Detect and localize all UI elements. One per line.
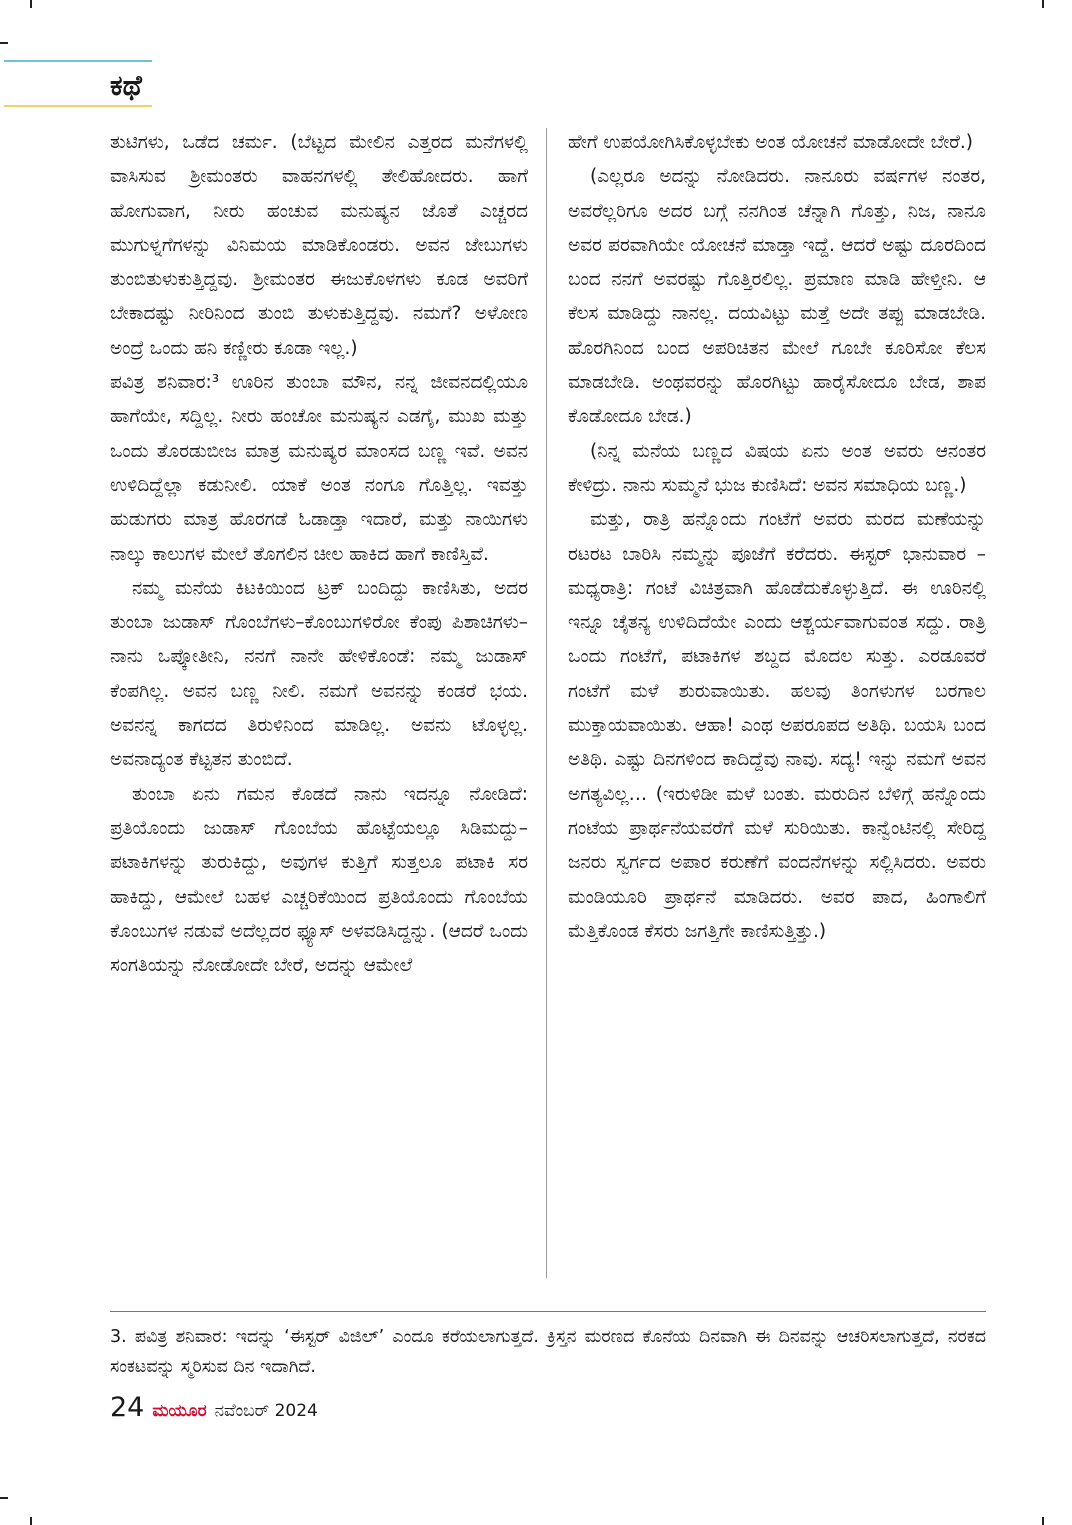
left-column	[110, 126, 528, 983]
section-title: ಕಥೆ	[110, 69, 142, 102]
column-divider	[546, 128, 547, 1278]
paragraph: ಪವಿತ್ರ ಶನಿವಾರ:³ ಊರಿನ ತುಂಬಾ ಮೌನ, ನನ್ನ ಜೀವನದಲ್ಲಿಯೂ ಹಾಗೆಯೇ, ಸದ್ದಿಲ್ಲ. ನೀರು ಹಂಚೋ ಮನುಷ್ಯನ ಎಡಗೈ, ಮುಖ ಮತ್ತು ಒಂದು ತೊರಡುಬೀಜ ಮಾತ್ರ ಮನುಷ್ಯರ ಮಾಂಸದ ಬಣ್ಣ ಇವೆ. ಅವನ ಉಳಿದಿದ್ದೆಲ್ಲಾ ಕಡುನೀಲಿ. ಯಾಕೆ ಅಂತ ನಂಗೂ ಗೊತ್ತಿಲ್ಲ. ಇವತ್ತು ಹುಡುಗರು ಮಾತ್ರ ಹೊರಗಡೆ ಓಡಾಡ್ತಾ ಇದಾರೆ, ಮತ್ತು ನಾಯಿಗಳು ನಾಲ್ಕು ಕಾಲುಗಳ ಮೇಲೆ ತೊಗಲಿನ ಚೀಲ ಹಾಕಿದ ಹಾಗೆ ಕಾಣಿಸ್ತಿವೆ.	[110, 372, 528, 565]
footnote-rule	[110, 1311, 986, 1312]
magazine-logo: ಮಯೂರ	[152, 1401, 207, 1421]
crop-mark	[1042, 1517, 1044, 1525]
paragraph: ಮತ್ತು, ರಾತ್ರಿ ಹನ್ನೊಂದು ಗಂಟೆಗೆ ಅವರು ಮರದ ಮಣೆಯನ್ನು ರಟರಟ ಬಾರಿಸಿ ನಮ್ಮನ್ನು ಪೂಜೆಗೆ ಕರೆದರು. ಈಸ್ಟರ್ ಭಾನುವಾರ – ಮಧ್ಯರಾತ್ರಿ: ಗಂಟೆ ವಿಚಿತ್ರವಾಗಿ ಹೊಡೆದುಕೊಳ್ಳುತ್ತಿದೆ. ಈ ಊರಿನಲ್ಲಿ ಇನ್ನೂ ಚೈತನ್ಯ ಉಳಿದಿದೆಯೇ ಎಂದು ಆಶ್ಚರ್ಯವಾಗುವಂತ ಸದ್ದು. ರಾತ್ರಿ ಒಂದು ಗಂಟೆಗೆ, ಪಟಾಕಿಗಳ ಶಬ್ದದ ಮೊದಲ ಸುತ್ತು. ಎರಡೂವರೆ ಗಂಟೆಗೆ ಮಳೆ ಶುರುವಾಯಿತು. ಹಲವು ತಿಂಗಳುಗಳ ಬರಗಾಲ ಮುಕ್ತಾಯವಾಯಿತು. ಆಹಾ! ಎಂಥ ಅಪರೂಪದ ಅತಿಥಿ. ಬಯಸಿ ಬಂದ ಅತಿಥಿ. ಎಷ್ಟು ದಿನಗಳಿಂದ ಕಾದಿದ್ದೆವು ನಾವು. ಸದ್ಯ! ಇನ್ನು ನಮಗೆ ಅವನ ಅಗತ್ಯವಿಲ್ಲ… (ಇರುಳಿಡೀ ಮಳೆ ಬಂತು. ಮರುದಿನ ಬೆಳಿಗ್ಗೆ ಹನ್ನೊಂದು ಗಂಟೆಯ ಪ್ರಾರ್ಥನೆಯವರೆಗೆ ಮಳೆ ಸುರಿಯಿತು. ಕಾನ್ವೆಂಟಿನಲ್ಲಿ ಸೇರಿದ್ದ ಜನರು ಸ್ವರ್ಗದ ಅಪಾರ ಕರುಣೆಗೆ ವಂದನೆಗಳನ್ನು ಸಲ್ಲಿಸಿದರು. ಅವರು ಮಂಡಿಯೂರಿ ಪ್ರಾರ್ಥನೆ ಮಾಡಿದರು. ಅವರ ಪಾದ, ಹಿಂಗಾಲಿಗೆ ಮೆತ್ತಿಕೊಂಡ ಕೆಸರು ಜಗತ್ತಿಗೇ ಕಾಣಿಸುತ್ತಿತ್ತು.)	[568, 509, 986, 942]
crop-mark	[1042, 0, 1044, 8]
right-column	[568, 126, 986, 949]
paragraph: ಹೇಗೆ ಉಪಯೋಗಿಸಿಕೊಳ್ಳಬೇಕು ಅಂತ ಯೋಚನೆ ಮಾಡೋದೇ ಬೇರೆ.)	[568, 132, 973, 153]
crop-mark	[30, 0, 32, 8]
paragraph: (ನಿನ್ನ ಮನೆಯ ಬಣ್ಣದ ವಿಷಯ ಏನು ಅಂತ ಅವರು ಆನಂತರ ಕೇಳಿದ್ರು. ನಾನು ಸುಮ್ಮನೆ ಭುಜ ಕುಣಿಸಿದೆ: ಅವನ ಸಮಾಧಿಯ ಬಣ್ಣ.)	[568, 440, 986, 496]
crop-mark	[30, 1517, 32, 1525]
crop-mark	[0, 42, 8, 44]
page-number: 24	[110, 1392, 145, 1423]
paragraph: ತುಟಿಗಳು, ಒಡೆದ ಚರ್ಮ. (ಬೆಟ್ಟದ ಮೇಲಿನ ಎತ್ತರದ ಮನೆಗಳಲ್ಲಿ ವಾಸಿಸುವ ಶ್ರೀಮಂತರು ವಾಹನಗಳಲ್ಲಿ ತೇಲಿಹೋದರು. ಹಾಗೆ ಹೋಗುವಾಗ, ನೀರು ಹಂಚುವ ಮನುಷ್ಯನ ಜೊತೆ ಎಚ್ಚರದ ಮುಗುಳ್ನಗೆಗಳನ್ನು ವಿನಿಮಯ ಮಾಡಿಕೊಂಡರು. ಅವನ ಜೇಬುಗಳು ತುಂಬಿತುಳುಕುತ್ತಿದ್ದವು. ಶ್ರೀಮಂತರ ಈಜುಕೊಳಗಳು ಕೂಡ ಅವರಿಗೆ ಬೇಕಾದಷ್ಟು ನೀರಿನಿಂದ ತುಂಬಿ ತುಳುಕುತ್ತಿದ್ದವು. ನಮಗೆ? ಅಳೋಣ ಅಂದ್ರೆ ಒಂದು ಹನಿ ಕಣ್ಣೀರು ಕೂಡಾ ಇಲ್ಲ.)	[110, 132, 528, 359]
paragraph: (ಎಲ್ಲರೂ ಅದನ್ನು ನೋಡಿದರು. ನಾನೂರು ವರ್ಷಗಳ ನಂತರ, ಅವರೆಲ್ಲರಿಗೂ ಅದರ ಬಗ್ಗೆ ನನಗಿಂತ ಚೆನ್ನಾಗಿ ಗೊತ್ತು, ನಿಜ, ನಾನೂ ಅವರ ಪರವಾಗಿಯೇ ಯೋಚನೆ ಮಾಡ್ತಾ ಇದ್ದೆ. ಆದರೆ ಅಷ್ಟು ದೂರದಿಂದ ಬಂದ ನನಗೆ ಅವರಷ್ಟು ಗೊತ್ತಿರಲಿಲ್ಲ. ಪ್ರಮಾಣ ಮಾಡಿ ಹೇಳ್ತೀನಿ. ಆ ಕೆಲಸ ಮಾಡಿದ್ದು ನಾನಲ್ಲ. ದಯವಿಟ್ಟು ಮತ್ತೆ ಅದೇ ತಪ್ಪು ಮಾಡಬೇಡಿ. ಹೊರಗಿನಿಂದ ಬಂದ ಅಪರಿಚಿತನ ಮೇಲೆ ಗೂಬೇ ಕೂರಿಸೋ ಕೆಲಸ ಮಾಡಬೇಡಿ. ಅಂಥವರನ್ನು ಹೊರಗಿಟ್ಟು ಹಾರೈಸೋದೂ ಬೇಡ, ಶಾಪ ಕೊಡೋದೂ ಬೇಡ.)	[568, 166, 986, 428]
issue-date: ನವೆಂಬರ್ 2024	[214, 1401, 318, 1421]
header-accent-line-top	[4, 60, 152, 62]
paragraph: ನಮ್ಮ ಮನೆಯ ಕಿಟಕಿಯಿಂದ ಟ್ರಕ್ ಬಂದಿದ್ದು ಕಾಣಿಸಿತು, ಅದರ ತುಂಬಾ ಜುಡಾಸ್ ಗೊಂಬೆಗಳು–ಕೊಂಬುಗಳಿರೋ ಕೆಂಪು ಪಿಶಾಚಿಗಳು– ನಾನು ಒಪ್ಕೋತೀನಿ, ನನಗೆ ನಾನೇ ಹೇಳಿಕೊಂಡೆ: ನಮ್ಮ ಜುಡಾಸ್ ಕೆಂಪಗಿಲ್ಲ. ಅವನ ಬಣ್ಣ ನೀಲಿ. ನಮಗೆ ಅವನನ್ನು ಕಂಡರೆ ಭಯ. ಅವನನ್ನ ಕಾಗದದ ತಿರುಳಿನಿಂದ ಮಾಡಿಲ್ಲ. ಅವನು ಟೊಳ್ಳಲ್ಲ. ಅವನಾದ್ಯಂತ ಕೆಟ್ಟತನ ತುಂಬಿದೆ.	[110, 577, 528, 771]
crop-mark	[0, 1497, 8, 1499]
footnote: 3. ಪವಿತ್ರ ಶನಿವಾರ: ಇದನ್ನು ‘ಈಸ್ಟರ್ ವಿಜಿಲ್’ ಎಂದೂ ಕರೆಯಲಾಗುತ್ತದೆ. ಕ್ರಿಸ್ತನ ಮರಣದ ಕೊನೆಯ ದಿನವಾಗಿ ಈ ದಿನವನ್ನು ಆಚರಿಸಲಾಗುತ್ತದೆ, ನರಕದ ಸಂಕಟವನ್ನು ಸ್ಮರಿಸುವ ದಿನ ಇದಾಗಿದೆ.	[110, 1327, 986, 1377]
paragraph: ತುಂಬಾ ಏನು ಗಮನ ಕೊಡದೆ ನಾನು ಇದನ್ನೂ ನೋಡಿದೆ: ಪ್ರತಿಯೊಂದು ಜುಡಾಸ್ ಗೊಂಬೆಯ ಹೊಟ್ಟೆಯಲ್ಲೂ ಸಿಡಿಮದ್ದು–ಪಟಾಕಿಗಳನ್ನು ತುರುಕಿದ್ದು, ಅವುಗಳ ಕುತ್ತಿಗೆ ಸುತ್ತಲೂ ಪಟಾಕಿ ಸರ ಹಾಕಿದ್ದು, ಆಮೇಲೆ ಬಹಳ ಎಚ್ಚರಿಕೆಯಿಂದ ಪ್ರತಿಯೊಂದು ಗೊಂಬೆಯ ಕೊಂಬುಗಳ ನಡುವೆ ಅದೆಲ್ಲದರ ಫ್ಯೂಸ್ ಅಳವಡಿಸಿದ್ದನ್ನು. (ಆದರೆ ಒಂದು ಸಂಗತಿಯನ್ನು ನೋಡೋದೇ ಬೇರೆ, ಅದನ್ನು ಆಮೇಲೆ	[110, 783, 528, 977]
page-footer	[110, 1392, 318, 1428]
